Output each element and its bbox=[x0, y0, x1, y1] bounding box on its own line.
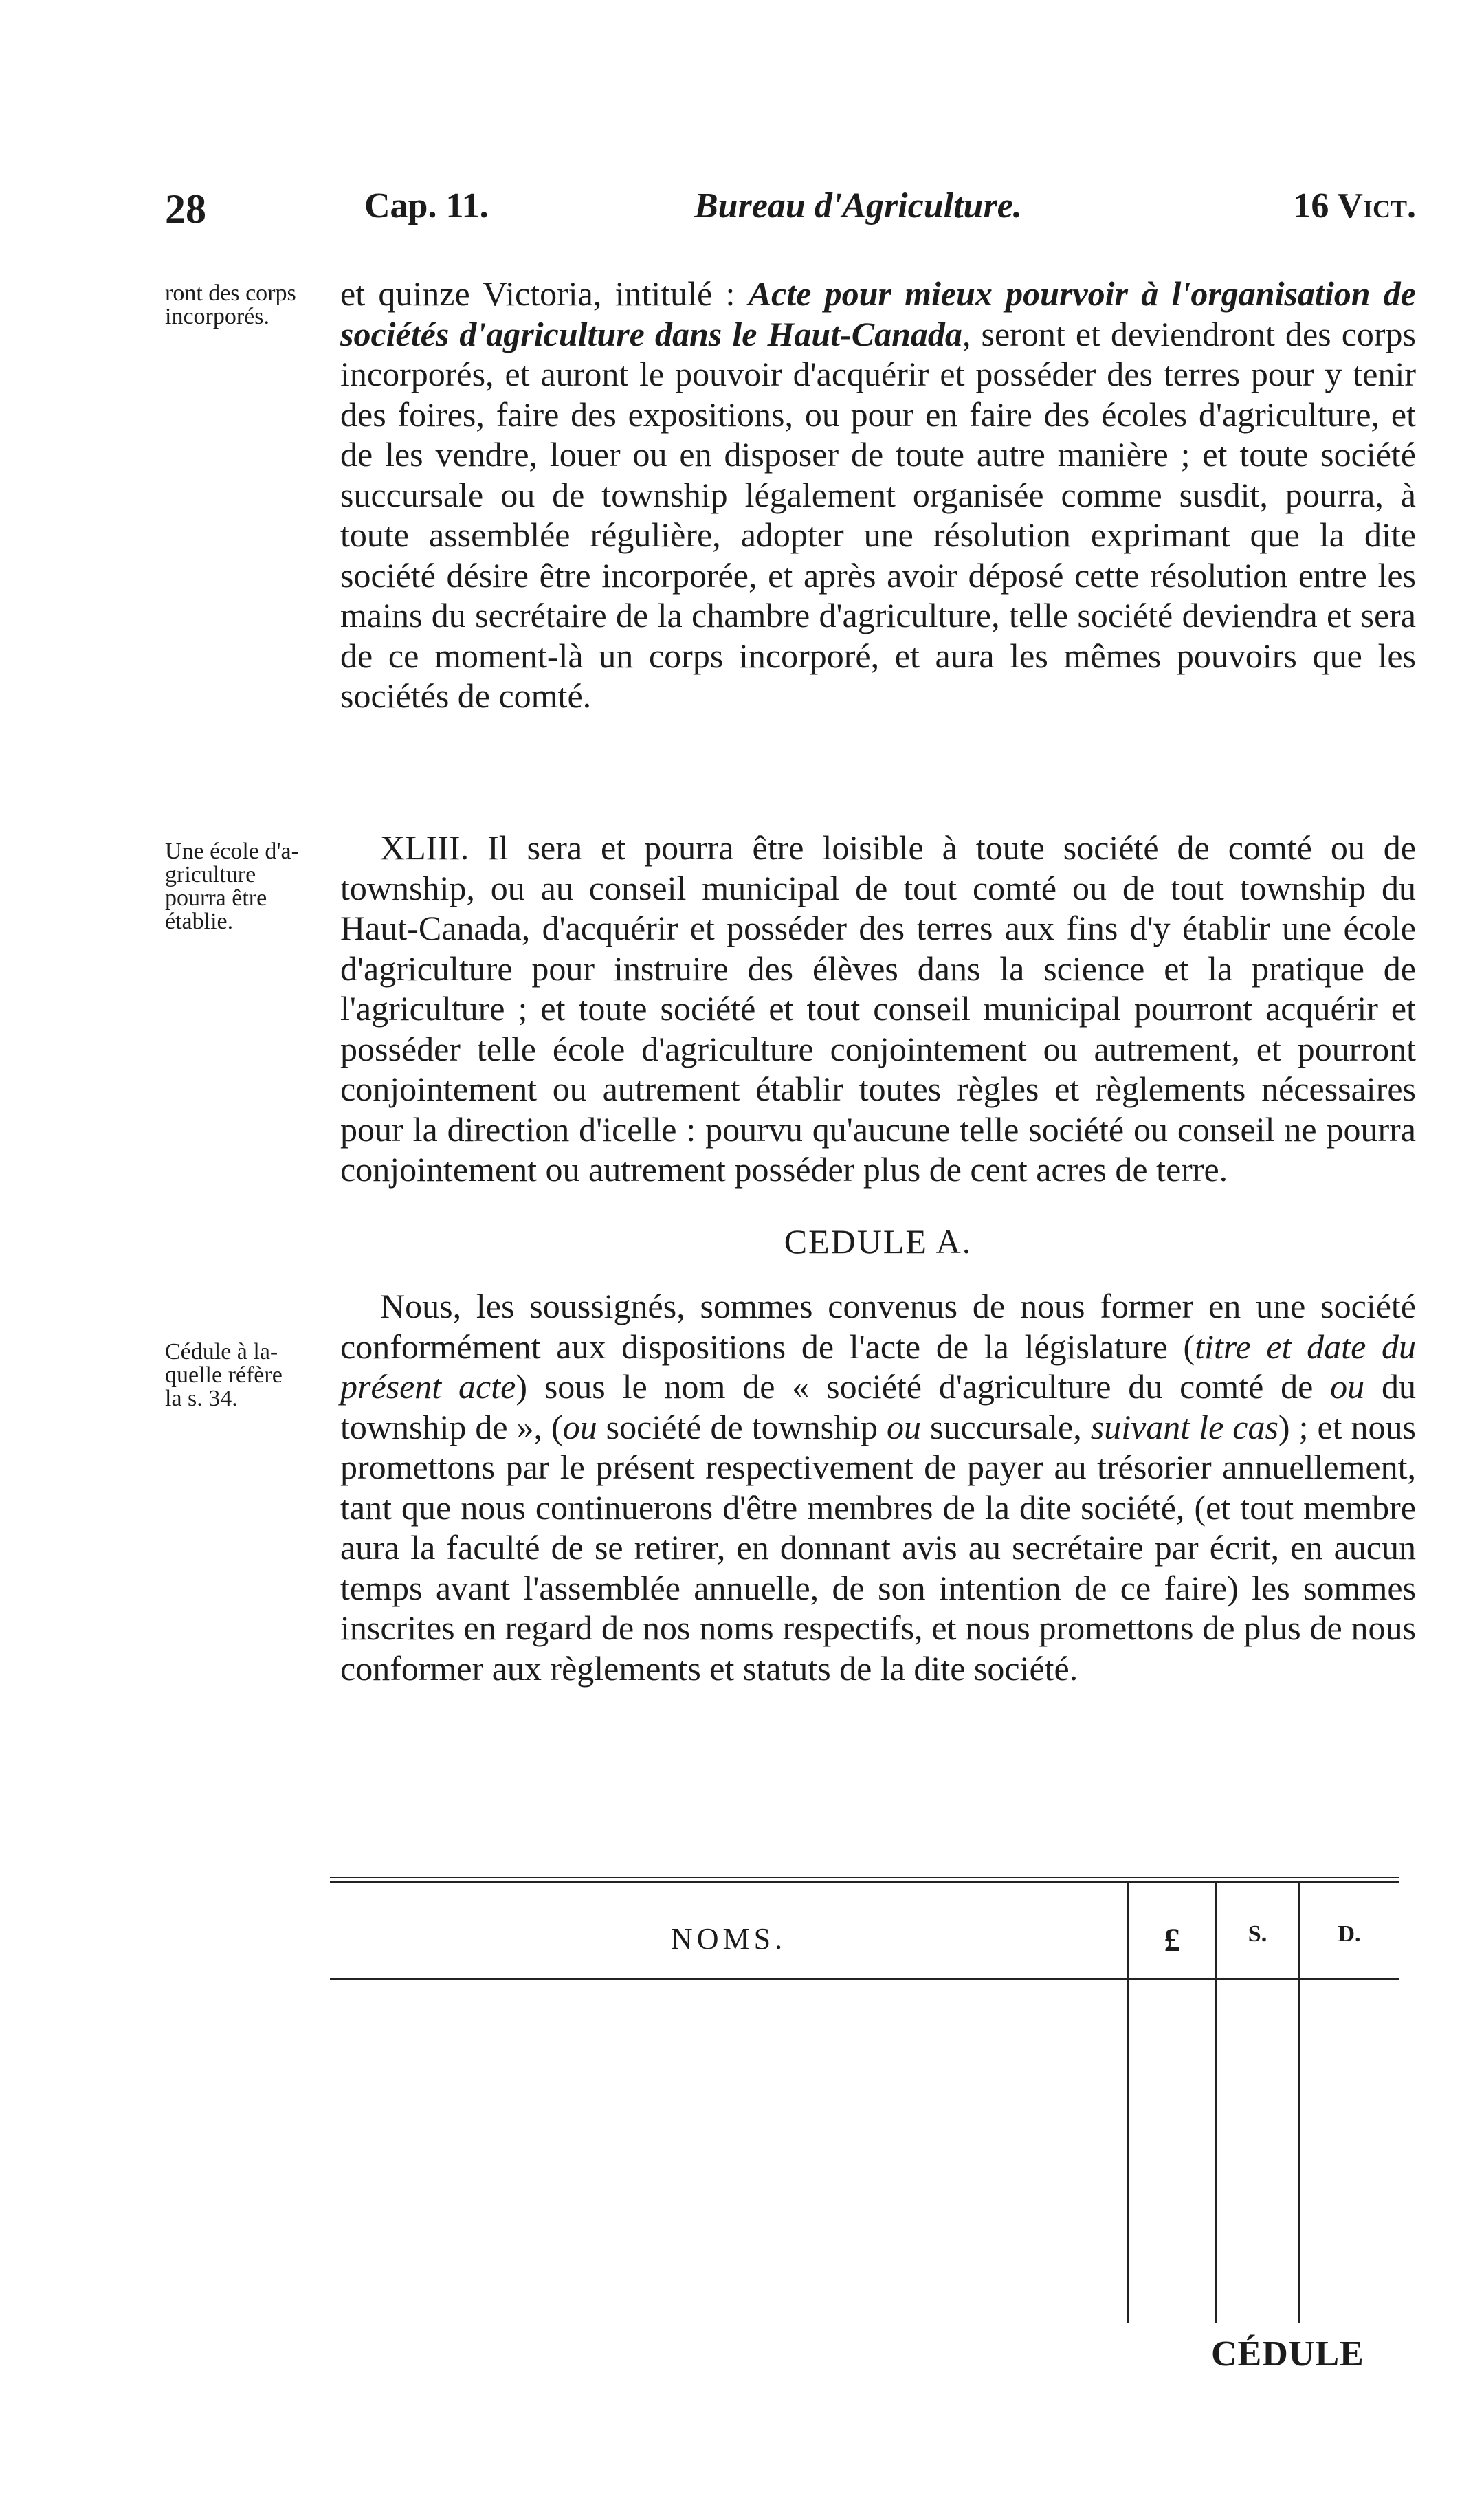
margin-note-line: incorporés. bbox=[165, 304, 270, 329]
margin-note-line: quelle réfère bbox=[165, 1362, 283, 1388]
column-header-names: NOMS. bbox=[670, 1922, 787, 1956]
act-title: Acte pour mieux pourvoir à l'organisation de sociétés d'agriculture dans le Haut-Canada bbox=[340, 274, 1416, 353]
margin-note-line: Cédule à la- bbox=[165, 1339, 278, 1364]
regnal-year: 16 Vict. bbox=[1293, 186, 1416, 225]
schedule-a-text bbox=[340, 1286, 1416, 1688]
text-run: société de township bbox=[597, 1407, 887, 1446]
text-run: du township de », ( bbox=[340, 1367, 1417, 1446]
catchword: CÉDULE bbox=[1211, 2334, 1364, 2374]
text-run: , seront et deviendront des corps incorporés, et auront le pouvoir d'acquérir et posséder des terres pour y tenir des foires, faire des expositions, ou pour en faire des écoles d'agriculture, et de les vendre, louer ou en disposer de toute autre manière ; et toute société succursale ou de township légalement organisée comme susdit, pourra, à toute assemblée régulière, adopter une résolution exprimant que la dite société désire être incorporée, et après avoir déposé cette résolution entre les mains du secrétaire de la chambre d'agriculture, telle société deviendra et sera de ce moment-là un corps incorporé, et aura les mêmes pouvoirs que les sociétés de comté. bbox=[340, 314, 1417, 715]
schedule-heading: CEDULE A. bbox=[784, 1222, 973, 1261]
margin-note-line: Une école d'a- bbox=[165, 839, 299, 864]
column-header-pounds: £ bbox=[1164, 1922, 1181, 1958]
column-header-pence: D. bbox=[1338, 1921, 1361, 1947]
table-top-rule bbox=[330, 1881, 1399, 1883]
table-top-rule bbox=[330, 1877, 1399, 1878]
column-divider bbox=[1298, 1883, 1300, 2323]
text-run-italic: ou bbox=[887, 1407, 922, 1446]
text-run-italic: ou bbox=[562, 1407, 597, 1446]
margin-note-incorporation bbox=[165, 282, 330, 329]
page-number: 28 bbox=[165, 186, 206, 232]
text-run: ) sous le nom de « société d'agriculture du comté de bbox=[516, 1367, 1331, 1406]
margin-note-line: ront des corps bbox=[165, 280, 296, 306]
text-run: succursale, bbox=[921, 1407, 1091, 1446]
column-divider bbox=[1215, 1883, 1217, 2323]
text-run: ) ; et nous promettons par le présent respectivement de payer au trésorier annuellement, tant que nous continuerons d'être membres de la dite société, (et tout membre aura la faculté de se retirer, en donnant avis au secrétaire par écrit, en aucun temps avant l'assemblée annuelle, de son intention de ce faire) les sommes inscrites en regard de nos noms respectifs, et nous promettons de plus de nous conformer aux règlements et statuts de la dite société. bbox=[340, 1407, 1416, 1688]
margin-note-school bbox=[165, 840, 330, 933]
text-run-italic: suivant le cas bbox=[1090, 1407, 1278, 1446]
margin-note-schedule bbox=[165, 1340, 330, 1411]
margin-note-line: griculture bbox=[165, 862, 256, 887]
paragraph-incorporation bbox=[340, 274, 1416, 796]
text-run: Nous, les soussignés, sommes convenus de nous former en une société conformément aux dispositions de l'acte de la législature ( bbox=[340, 1287, 1416, 1366]
margin-note-line: la s. 34. bbox=[165, 1386, 238, 1411]
text-run: et quinze Victoria, intitulé : bbox=[340, 274, 749, 313]
main-text bbox=[340, 274, 1416, 1688]
table-header-rule bbox=[330, 1978, 1399, 1980]
column-divider bbox=[1127, 1883, 1129, 2323]
running-title: Bureau d'Agriculture. bbox=[694, 186, 1022, 225]
margin-note-line: pourra être bbox=[165, 885, 267, 911]
text-run-italic: ou bbox=[1330, 1367, 1365, 1406]
column-header-shillings: S. bbox=[1248, 1921, 1267, 1947]
text-run-italic: titre et date du présent acte bbox=[340, 1327, 1416, 1406]
section-xliii: XLIII. Il sera et pourra être loisible à toute société de comté ou de township, ou au conseil municipal de tout comté ou de tout township du Haut-Canada, d'acquérir et posséder des terres aux fins d'y établir une école d'agriculture pour instruire des élèves dans la science et la pratique de l'agriculture ; et toute société et tout conseil municipal pourront acquérir et posséder telle école d'agriculture conjointement ou autrement, et pourront conjointement ou autrement établir toutes règles et règlements nécessaires pour la direction d'icelle : pourvu qu'aucune telle société ou conseil ne pourra conjointement ou autrement posséder plus de cent acres de terre. bbox=[340, 828, 1416, 1189]
margin-note-line: établie. bbox=[165, 909, 234, 934]
page-header bbox=[165, 186, 1416, 241]
chapter-label: Cap. 11. bbox=[364, 186, 489, 225]
